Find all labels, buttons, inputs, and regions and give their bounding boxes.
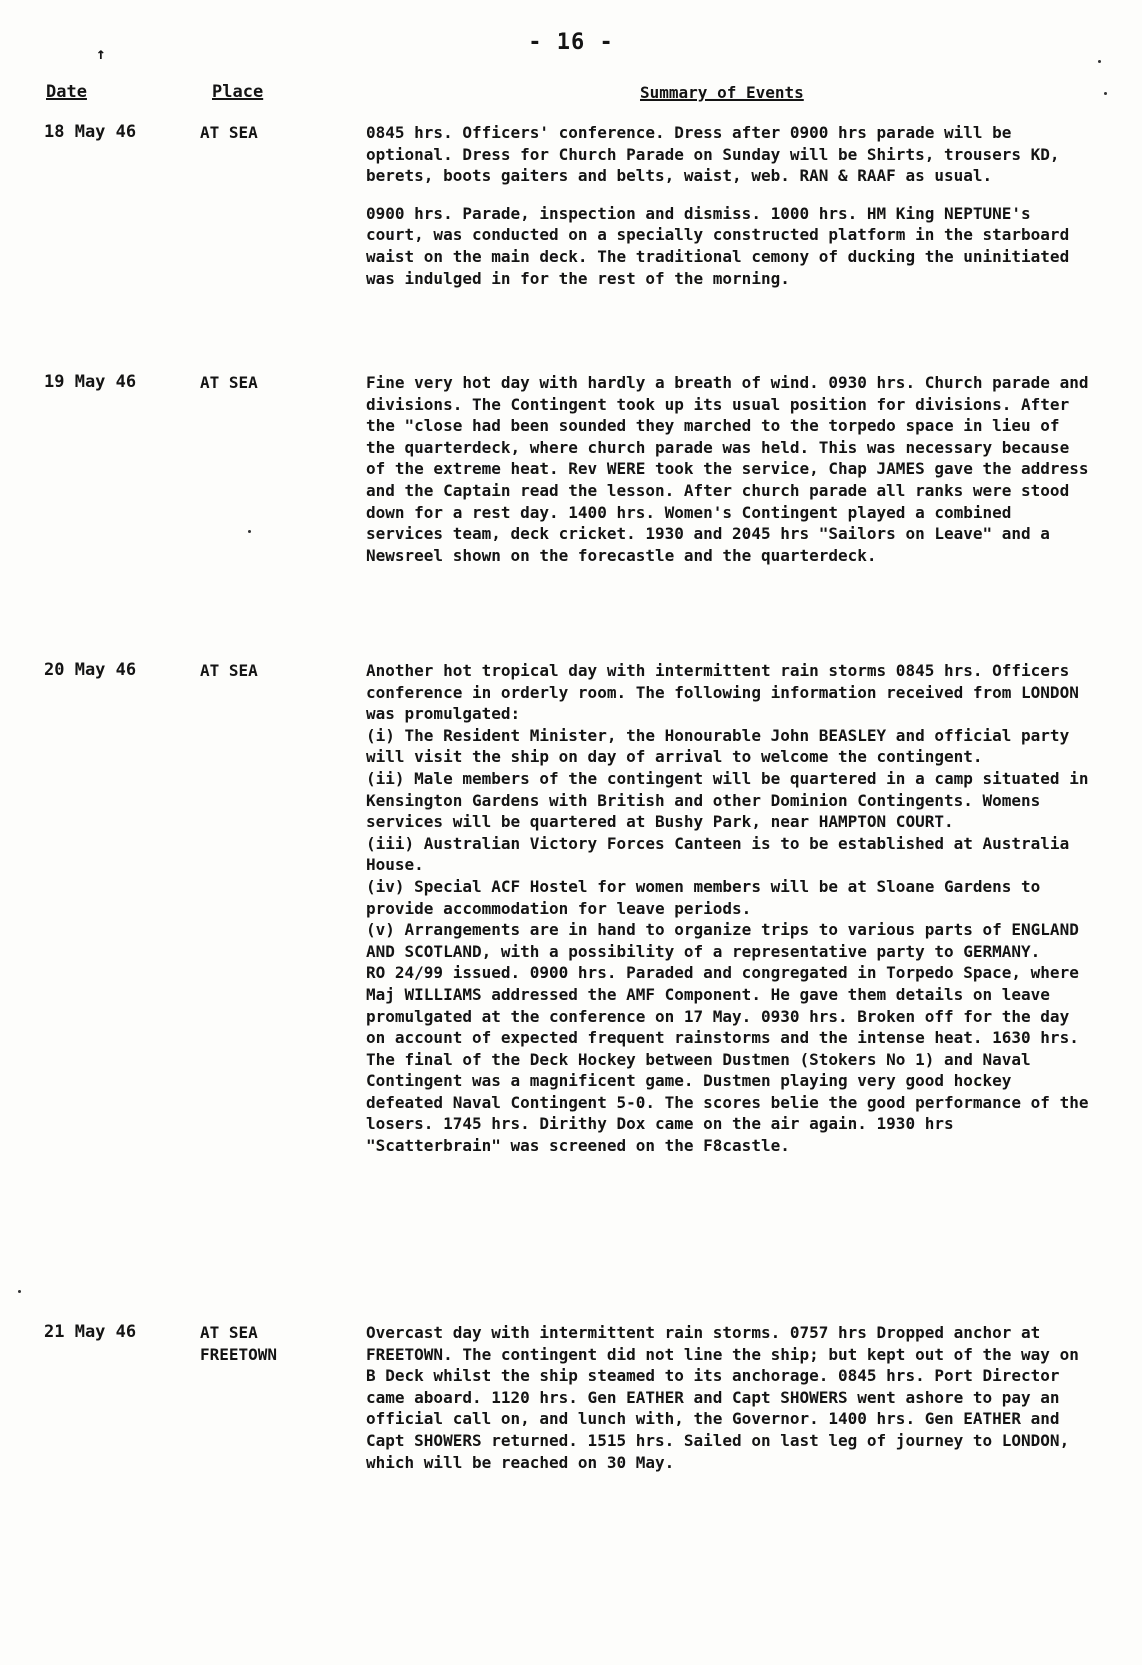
summary-outro: RO 24/99 issued. 0900 hrs. Paraded and congregated in Torpedo Space, where Maj WILLIAMS addressed the AMF Component. He gave them details on leave promulgated at the conference on 17 May. 0930 hrs. Broken off for the day on account of expected frequent rainstorms and the intense heat. 1630 hrs. The final of the Deck Hockey between Dustmen (Stokers No 1) and Naval Contingent was a magnificent game. Dustmen playing very good hockey defeated Naval Contingent 5-0. The scores belie the good performance of the losers. 1745 hrs. Dirithy Dox came on the air again. 1930 hrs "Scatterbrain" was screened on the F8castle. xyxy=(366,963,1089,1156)
entry-place-line: AT SEA xyxy=(200,373,258,392)
entry-summary xyxy=(366,122,1096,305)
entry-place-line: FREETOWN xyxy=(200,1345,278,1364)
entry-date: 21 May 46 xyxy=(44,1322,137,1342)
entry-summary xyxy=(366,372,1096,582)
scan-speck xyxy=(18,1290,21,1293)
summary-list-item: (ii) Male members of the contingent will be quartered in a camp situated in Kensington Gardens with British and other Dominion Contingents. Womens services will be quartered at Bushy Park, near HAMPTON COURT. xyxy=(366,768,1089,832)
handwritten-mark: ↑ xyxy=(96,44,106,63)
entry-date: 20 May 46 xyxy=(44,660,137,680)
summary-paragraph: 0900 hrs. Parade, inspection and dismiss. 1000 hrs. HM King NEPTUNE's court, was conducted on a specially constructed platform in the starboard waist on the main deck. The traditional cemony of ducking the uninitiated was indulged in for the rest of the morning. xyxy=(366,203,1070,288)
summary-list-item: (iii) Australian Victory Forces Canteen is to be established at Australia House. xyxy=(366,833,1070,875)
entry-place-line: AT SEA xyxy=(200,1323,258,1342)
scan-speck xyxy=(248,530,251,533)
entry-date: 19 May 46 xyxy=(44,372,137,392)
page-number: - 16 - xyxy=(528,30,614,55)
summary-list-item: (i) The Resident Minister, the Honourable John BEASLEY and official party will visit the ship on day of arrival to welcome the contingent. xyxy=(366,725,1070,767)
summary-paragraph: Overcast day with intermittent rain storms. 0757 hrs Dropped anchor at FREETOWN. The contingent did not line the ship; but kept out of the way on B Deck whilst the ship steamed to its anchorage. 0845 hrs. Port Director came aboard. 1120 hrs. Gen EATHER and Capt SHOWERS went ashore to pay an official call on, and lunch with, the Governor. 1400 hrs. Gen EATHER and Capt SHOWERS returned. 1515 hrs. Sailed on last leg of journey to LONDON, which will be reached on 30 May. xyxy=(366,1323,1079,1472)
entry-date: 18 May 46 xyxy=(44,122,137,142)
column-header-date: Date xyxy=(46,82,87,102)
entry-place xyxy=(200,122,258,144)
entry-place-line: AT SEA xyxy=(200,123,258,142)
summary-intro: Another hot tropical day with intermittent rain storms 0845 hrs. Officers conference in orderly room. The following information received from LONDON was promulgated: xyxy=(366,661,1079,724)
summary-paragraph: Fine very hot day with hardly a breath of wind. 0930 hrs. Church parade and divisions. The Contingent took up its usual position for divisions. After the "close had been sounded they marched to the torpedo space in lieu of the quarterdeck, where church parade was held. This was necessary because of the extreme heat. Rev WERE took the service, Chap JAMES gave the address and the Captain read the lesson. After church parade all ranks were stood down for a rest day. 1400 hrs. Women's Contingent played a combined services team, deck cricket. 1930 and 2045 hrs "Sailors on Leave" and a Newsreel shown on the forecastle and the quarterdeck. xyxy=(366,373,1089,565)
summary-list-item: (iv) Special ACF Hostel for women members will be at Sloane Gardens to provide accommodation for leave periods. xyxy=(366,876,1041,918)
entry-summary xyxy=(366,1322,1096,1489)
scan-speck xyxy=(1098,60,1101,63)
column-header-summary: Summary of Events xyxy=(640,83,804,102)
entry-place xyxy=(200,660,258,682)
entry-summary xyxy=(366,660,1096,1157)
column-header-place: Place xyxy=(212,82,264,102)
summary-list-item: (v) Arrangements are in hand to organize trips to various parts of ENGLAND AND SCOTLAND, with a possibility of a representative party to GERMANY. xyxy=(366,920,1079,961)
entry-place xyxy=(200,372,258,394)
entry-place-line: AT SEA xyxy=(200,661,258,680)
summary-paragraph: 0845 hrs. Officers' conference. Dress after 0900 hrs parade will be optional. Dress for Church Parade on Sunday will be Shirts, trousers KD, berets, boots gaiters and belts, waist, web. RAN & RAAF as usual. xyxy=(366,123,1060,186)
entry-place xyxy=(200,1322,277,1366)
